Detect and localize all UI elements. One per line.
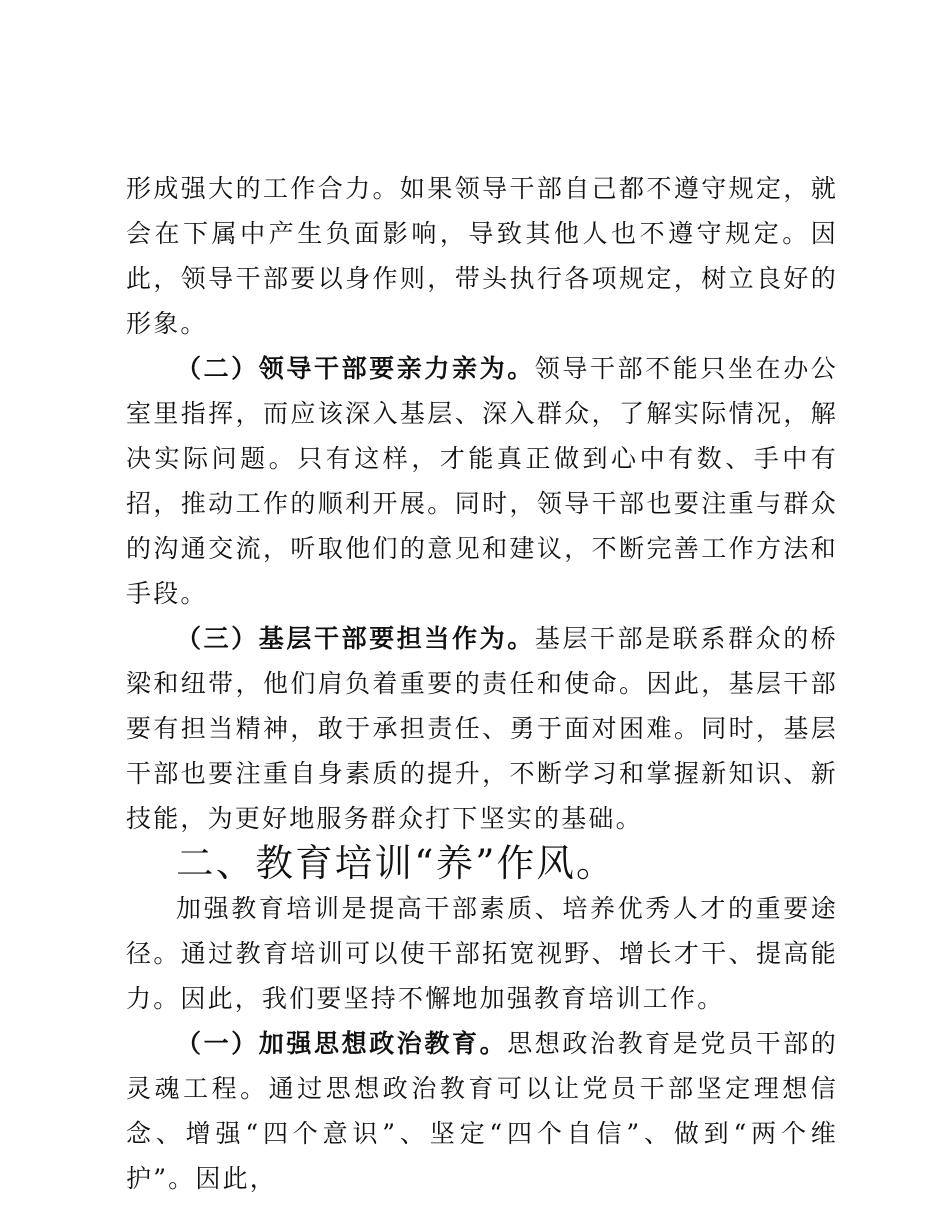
paragraph-leaders-hands-on xyxy=(126,346,838,616)
paragraph-lead-heading: （二）领导干部要亲力亲为。 xyxy=(176,354,535,383)
paragraph-grassroots-responsibility xyxy=(126,616,838,841)
paragraph-text: 思想政治教育是党员干部的灵魂工程。通过思想政治教育可以让党员干部坚定理想信念、增强“四个意识”、坚定“四个自信”、做到“两个维护”。因此， xyxy=(126,1029,838,1193)
paragraph-education-intro xyxy=(126,886,838,1021)
document-body xyxy=(126,166,838,1201)
paragraph-text: 基层干部是联系群众的桥梁和纽带，他们肩负着重要的责任和使命。因此，基层干部要有担当精神，敢于承担责任、勇于面对困难。同时，基层干部也要注重自身素质的提升，不断学习和掌握新知识、新技能，为更好地服务群众打下坚实的基础。 xyxy=(126,624,838,833)
paragraph-text: 加强教育培训是提高干部素质、培养优秀人才的重要途径。通过教育培训可以使干部拓宽视野、增长才干、提高能力。因此，我们要坚持不懈地加强教育培训工作。 xyxy=(126,894,838,1013)
paragraph-lead-heading: （三）基层干部要担当作为。 xyxy=(176,624,535,653)
paragraph-lead-heading: （一）加强思想政治教育。 xyxy=(176,1029,508,1058)
paragraph-political-education xyxy=(126,1021,838,1201)
paragraph-text: 形成强大的工作合力。如果领导干部自己都不遵守规定，就会在下属中产生负面影响，导致其他人也不遵守规定。因此，领导干部要以身作则，带头执行各项规定，树立良好的形象。 xyxy=(126,174,838,338)
section-heading-education-training: 二、教育培训“养”作风。 xyxy=(176,841,616,885)
paragraph-continuation xyxy=(126,166,838,346)
paragraph-text: 领导干部不能只坐在办公室里指挥，而应该深入基层、深入群众，了解实际情况，解决实际问题。只有这样，才能真正做到心中有数、手中有招，推动工作的顺利开展。同时，领导干部也要注重与群众的沟通交流，听取他们的意见和建议，不断完善工作方法和手段。 xyxy=(126,354,838,608)
